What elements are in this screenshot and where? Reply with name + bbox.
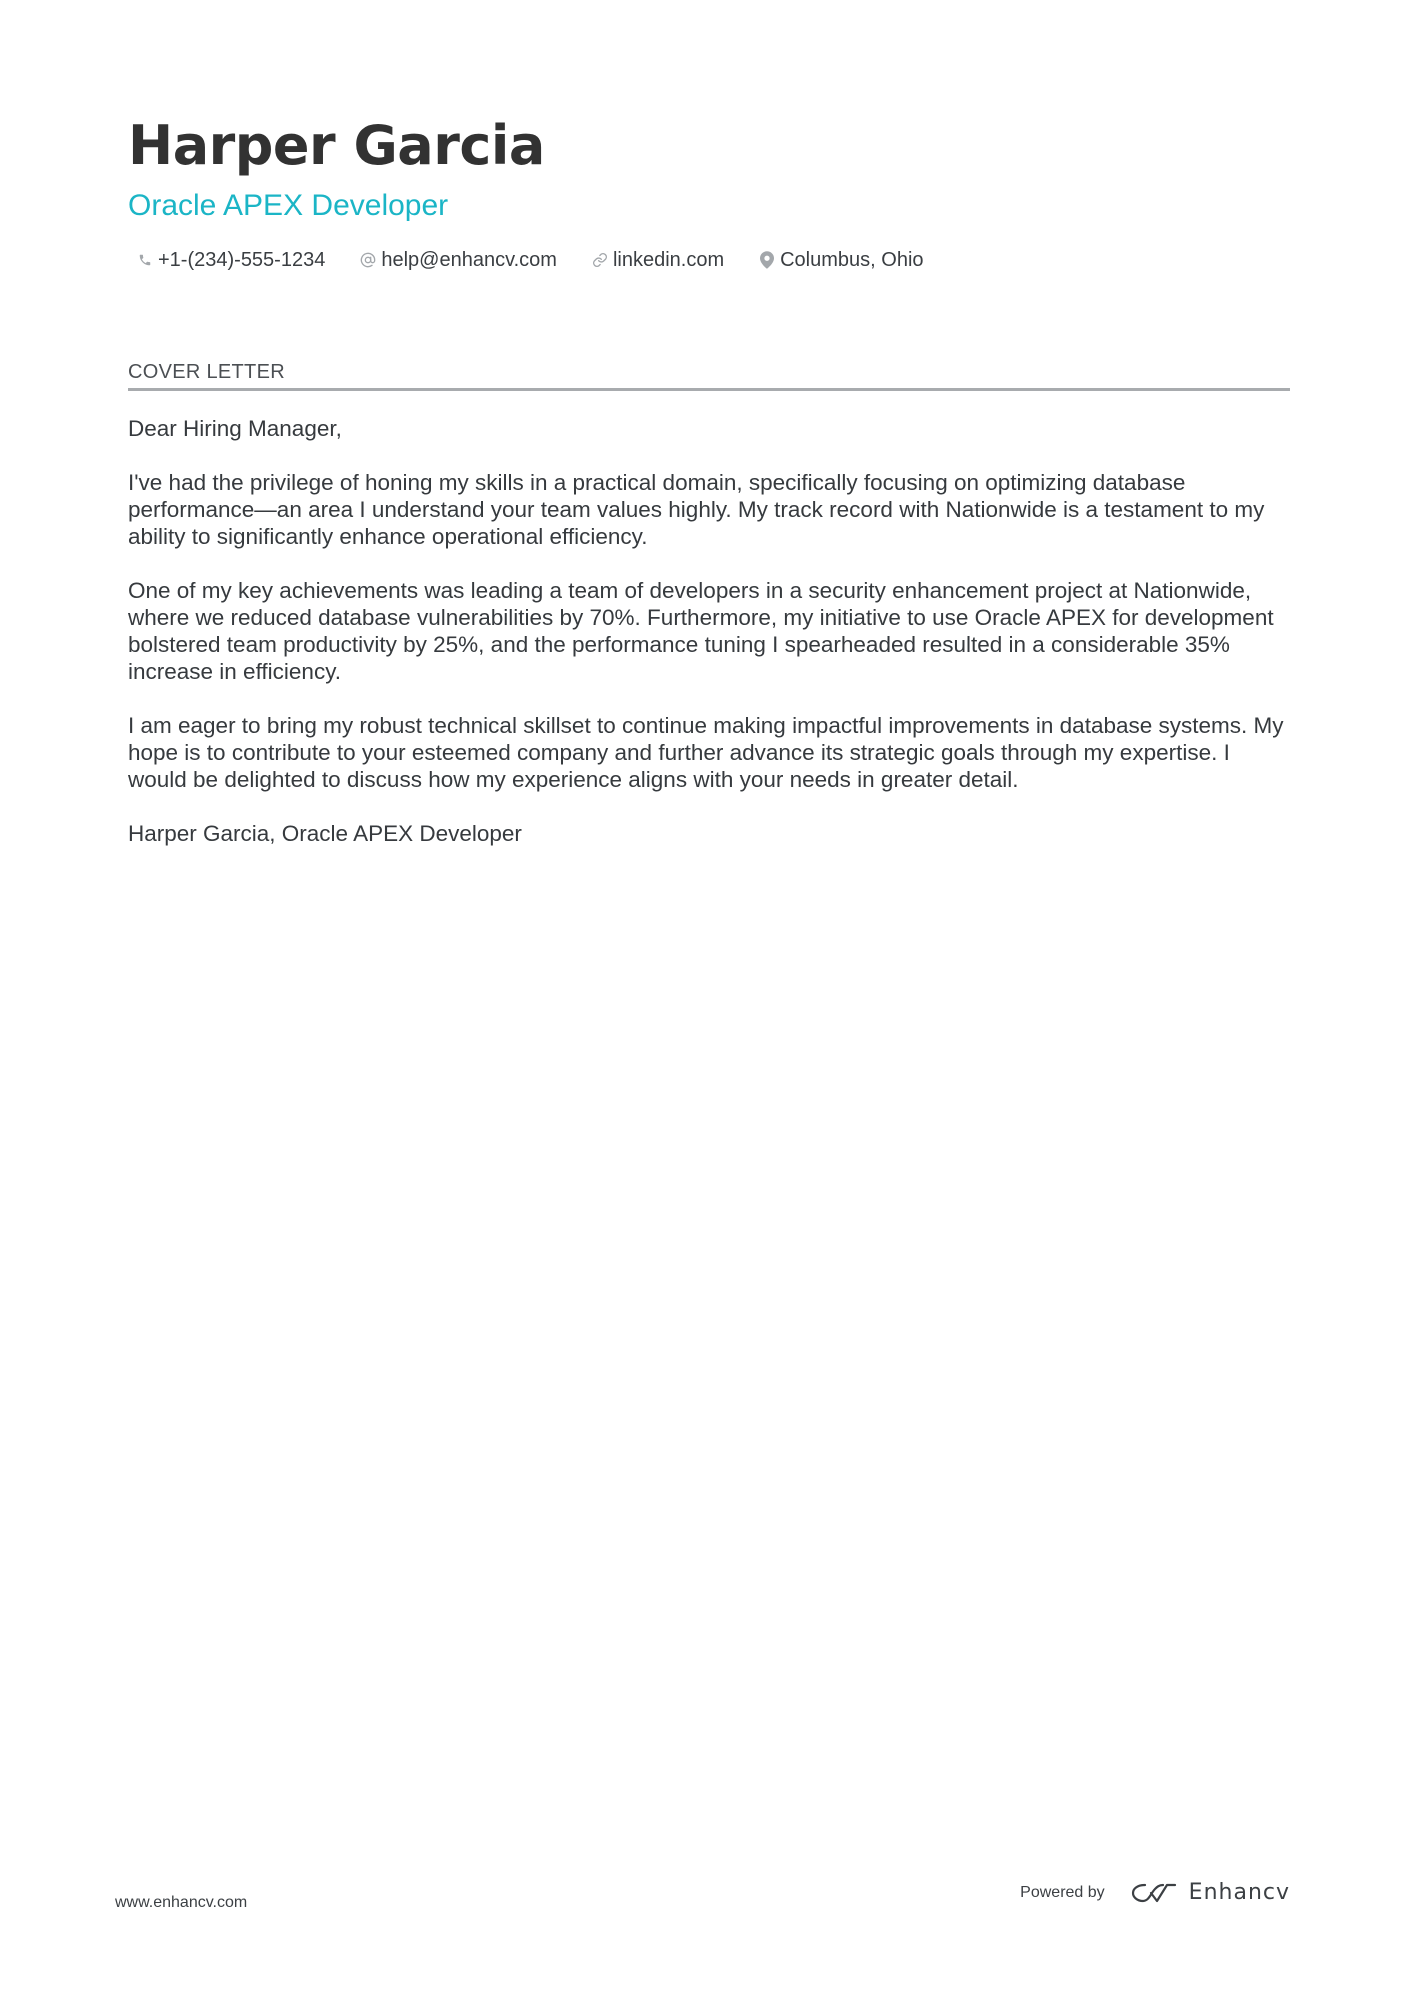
contact-phone (128, 249, 325, 272)
at-icon (359, 250, 377, 270)
footer-website[interactable]: www.enhancv.com (115, 1894, 248, 1911)
enhancv-logo[interactable] (1131, 1880, 1290, 1905)
contact-link[interactable] (583, 249, 724, 272)
letter-paragraph: I am eager to bring my robust technical skillset to continue making impactful improvements in database systems. My hope is to contribute to your esteemed company and further advance its strategic goals through my expertise. I would be delighted to discuss how my experience aligns with your needs in greater detail. (128, 713, 1284, 792)
section-title: COVER LETTER (128, 358, 1290, 391)
cover-letter-section (128, 358, 1290, 874)
letter-paragraph: I've had the privilege of honing my skills in a practical domain, specifically focusing on optimizing database performance—an area I understand your team values highly. My track record with Nationwide is a testament to my ability to significantly enhance operational efficiency. (128, 470, 1265, 549)
location-pin-icon (758, 250, 776, 270)
footer-branding (1020, 1880, 1290, 1905)
phone-icon (136, 250, 154, 270)
link-text[interactable]: linkedin.com (612, 248, 725, 271)
contact-bar (128, 244, 1288, 276)
link-icon (591, 250, 609, 270)
candidate-name: Harper Garcia (128, 114, 545, 177)
contact-location (750, 249, 923, 272)
brand-name: Enhancv (1188, 1880, 1290, 1905)
location-text: Columbus, Ohio (780, 248, 924, 271)
header (128, 108, 1288, 276)
enhancv-logo-icon (1131, 1881, 1179, 1905)
letter-body (128, 415, 1290, 847)
candidate-role: Oracle APEX Developer (128, 189, 449, 222)
letter-paragraph: One of my key achievements was leading a team of developers in a security enhancement project at Nationwide, where we reduced database vulnerabilities by 70%. Furthermore, my initiative to use Oracle APEX for development bolstered team productivity by 25%, and the performance tuning I spearheaded resulted in a considerable 35% increase in efficiency. (128, 578, 1274, 684)
letter-greeting: Dear Hiring Manager, (128, 416, 342, 441)
powered-by-label: Powered by (1020, 1883, 1105, 1901)
letter-signature: Harper Garcia, Oracle APEX Developer (128, 821, 522, 846)
email-text[interactable]: help@enhancv.com (381, 248, 557, 271)
phone-text: +1-(234)-555-1234 (158, 248, 326, 271)
contact-email[interactable] (351, 249, 557, 272)
